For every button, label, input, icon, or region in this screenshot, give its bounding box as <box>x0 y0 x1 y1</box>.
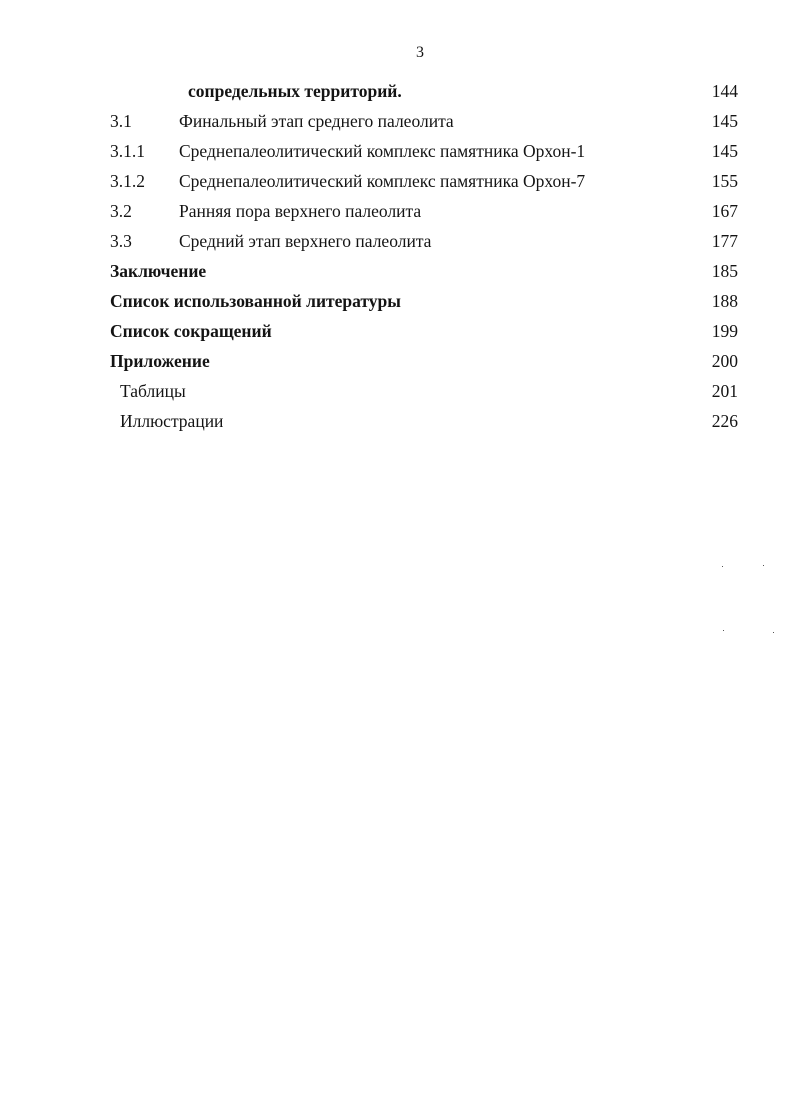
toc-entry-appendix <box>0 346 798 376</box>
toc-entry-bibliography <box>0 286 798 316</box>
toc-entry-3-1-2 <box>0 166 798 196</box>
toc-entry-page: 201 <box>711 381 738 401</box>
table-of-contents <box>0 76 798 436</box>
toc-entry-number: 3.1 <box>110 111 132 131</box>
toc-entry-3-3 <box>0 226 798 256</box>
toc-entry-title: Среднепалеолитический комплекс памятника Орхон-7 <box>179 171 586 191</box>
toc-entry-page: 188 <box>711 291 738 311</box>
scan-speck <box>763 565 764 566</box>
toc-entry-page: 145 <box>711 141 738 161</box>
toc-entry-page: 199 <box>711 321 738 341</box>
toc-entry-title: Приложение <box>110 351 210 371</box>
scan-speck <box>722 566 723 567</box>
toc-entry-conclusion <box>0 256 798 286</box>
toc-entry-number: 3.3 <box>110 231 132 251</box>
toc-entry-illustrations <box>0 406 798 436</box>
toc-entry-page: 155 <box>711 171 738 191</box>
toc-entry-page: 144 <box>711 81 738 101</box>
toc-entry-abbreviations <box>0 316 798 346</box>
toc-entry-title: сопредельных территорий. <box>188 81 402 101</box>
scan-speck <box>773 632 774 633</box>
toc-entry-page: 177 <box>711 231 738 251</box>
toc-entry-title: Список использованной литературы <box>110 291 401 311</box>
scan-speck <box>723 630 724 631</box>
toc-entry-page: 167 <box>711 201 738 221</box>
toc-entry-number: 3.1.2 <box>110 171 145 191</box>
toc-entry-title: Средний этап верхнего палеолита <box>179 231 432 251</box>
toc-entry-3-2 <box>0 196 798 226</box>
toc-entry-title: Иллюстрации <box>120 411 224 431</box>
toc-entry-tables <box>0 376 798 406</box>
toc-entry-continuation <box>0 76 798 106</box>
toc-entry-title: Финальный этап среднего палеолита <box>179 111 454 131</box>
toc-entry-page: 200 <box>711 351 738 371</box>
toc-entry-title: Таблицы <box>120 381 186 401</box>
toc-entry-title: Список сокращений <box>110 321 272 341</box>
toc-entry-number: 3.1.1 <box>110 141 145 161</box>
page-number: 3 <box>416 44 424 61</box>
toc-entry-title: Среднепалеолитический комплекс памятника Орхон-1 <box>179 141 586 161</box>
toc-entry-page: 145 <box>711 111 738 131</box>
toc-entry-number: 3.2 <box>110 201 132 221</box>
toc-entry-title: Ранняя пора верхнего палеолита <box>179 201 422 221</box>
toc-entry-3-1-1 <box>0 136 798 166</box>
toc-entry-3-1 <box>0 106 798 136</box>
toc-entry-title: Заключение <box>110 261 207 281</box>
toc-entry-page: 226 <box>711 411 738 431</box>
toc-entry-page: 185 <box>711 261 738 281</box>
